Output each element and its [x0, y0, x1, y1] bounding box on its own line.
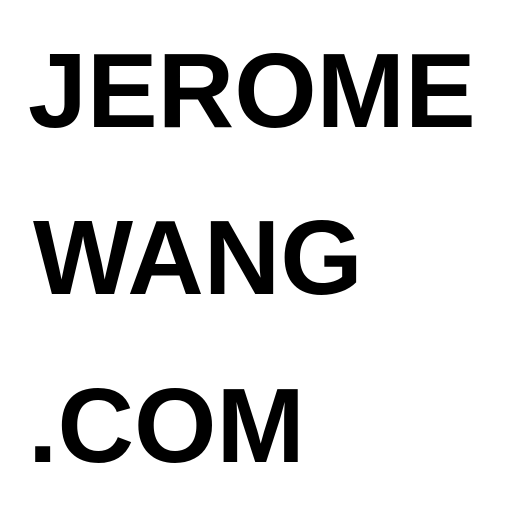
logo-line-com: .COM	[28, 367, 305, 485]
logo-line-wang: WANG	[33, 199, 363, 317]
logo-line-jerome: JEROME	[28, 32, 476, 150]
